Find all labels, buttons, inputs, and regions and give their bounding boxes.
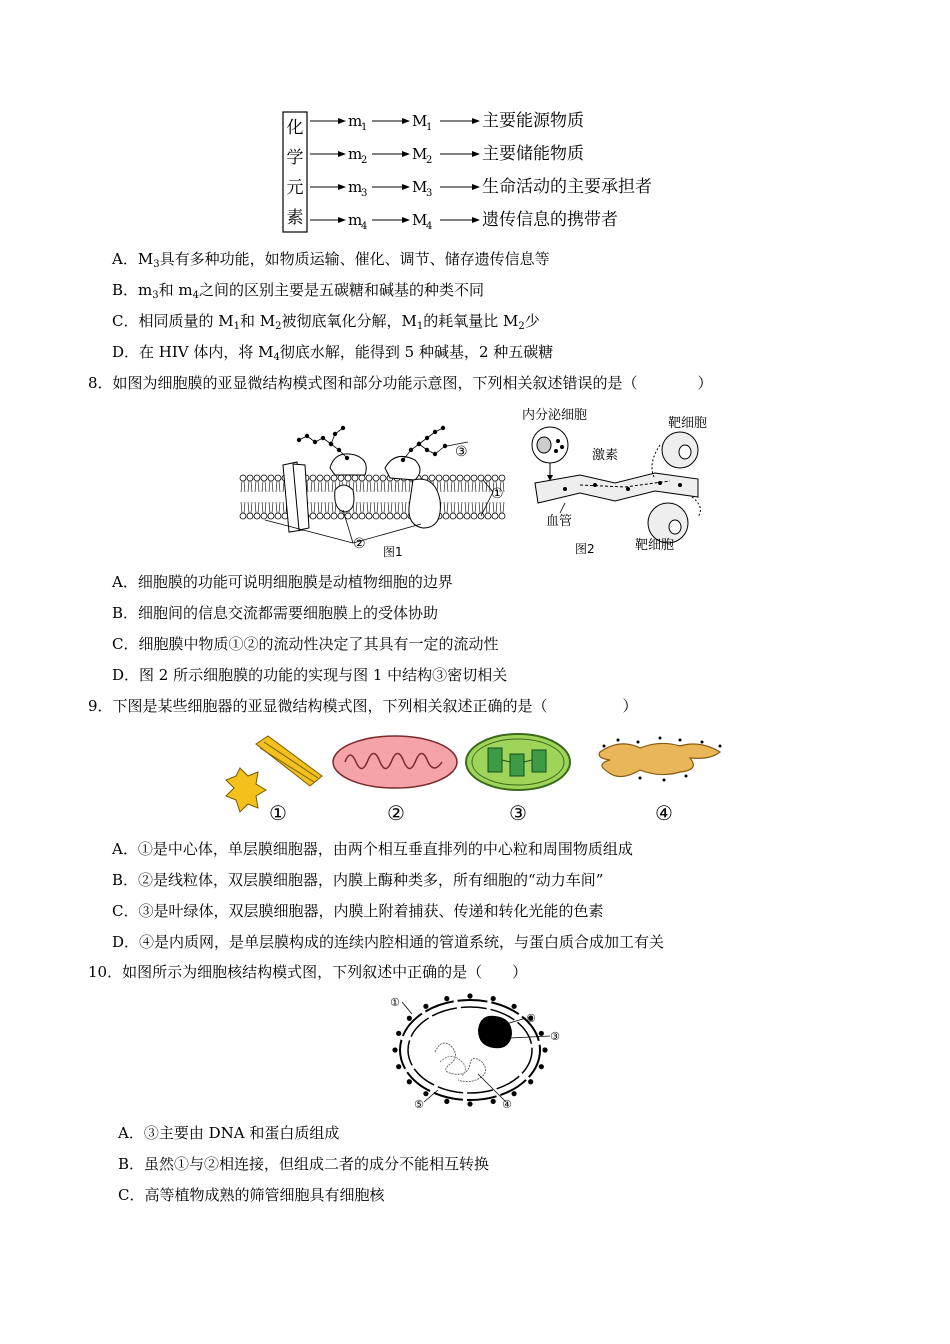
endoplasmic-reticulum-drawing <box>599 737 721 782</box>
blood-vessel <box>535 473 698 503</box>
endocrine-cell-label: 内分泌细胞 <box>522 408 588 423</box>
q9-option-c: C．③是叶绿体，双层膜细胞器，内膜上附着捕获、传递和转化光能的色素 <box>112 902 604 920</box>
target-cell-bottom-label: 靶细胞 <box>635 538 675 553</box>
q7-option-c: C．相同质量的 $M_1$和 $M_2$被彻底氧化分解，$M_1$的耗氧量比 $M_2$少 <box>112 312 540 332</box>
q10-stem: 10．如图所示为细胞核结构模式图，下列叙述中正确的是（ ） <box>88 963 528 981</box>
q10-option-c: C．高等植物成熟的筛管细胞具有细胞核 <box>118 1186 385 1204</box>
label-1: ① <box>491 486 504 502</box>
flow-label-char: 元 <box>286 178 304 198</box>
flow-monomer-sub: 4 <box>361 221 368 232</box>
flow-monomer-sub: 1 <box>361 122 368 133</box>
flow-polymer-sub: 3 <box>426 188 433 199</box>
vessel-label: 血管 <box>546 514 573 529</box>
flow-diagram <box>270 108 690 238</box>
q10-option-b: B．虽然①与②相连接，但组成二者的成分不能相互转换 <box>118 1155 490 1173</box>
label-3: ③ <box>455 444 468 460</box>
q9-option-a: A．①是中心体，单层膜细胞器，由两个相互垂直排列的中心粒和周围物质组成 <box>112 840 633 858</box>
flow-monomer: m <box>348 178 363 196</box>
flow-result: 生命活动的主要承担者 <box>482 177 652 197</box>
fig1-caption: 图1 <box>383 545 403 559</box>
flow-polymer-sub: 4 <box>426 221 433 232</box>
nucleus-label-5: ⑤ <box>414 1098 424 1111</box>
fig2-caption: 图2 <box>575 542 595 556</box>
embedded-protein <box>409 479 440 528</box>
flow-polymer: M <box>412 112 428 130</box>
nucleus-figure <box>380 992 580 1112</box>
q8-stem: 8．如图为细胞膜的亚显微结构模式图和部分功能示意图，下列相关叙述错误的是（ ） <box>88 374 713 392</box>
embedded-protein <box>335 485 354 512</box>
organelle-label-4: ④ <box>655 801 673 825</box>
nucleus-label-2: ② <box>526 1012 536 1025</box>
q9-option-b: B．②是线粒体，双层膜细胞器，内膜上酶种类多，所有细胞的“动力车间” <box>112 871 604 889</box>
q8-option-a: A．细胞膜的功能可说明细胞膜是动植物细胞的边界 <box>112 573 453 591</box>
label-2: ② <box>353 536 366 552</box>
flow-result: 主要能源物质 <box>482 111 584 131</box>
organelles-figure <box>220 730 730 830</box>
flow-label-char: 化 <box>286 118 304 138</box>
flow-polymer: M <box>412 145 428 163</box>
target-cell-bottom <box>648 503 688 543</box>
q9-stem: 9．下图是某些细胞器的亚显微结构模式图，下列相关叙述正确的是（ ） <box>88 697 638 715</box>
nuclear-envelope-outer <box>400 1000 540 1100</box>
nucleolus <box>478 1016 512 1048</box>
flow-monomer: m <box>348 112 363 130</box>
q8-option-d: D．图 2 所示细胞膜的功能的实现与图 1 中结构③密切相关 <box>112 666 508 684</box>
q10-option-a: A．③主要由 DNA 和蛋白质组成 <box>118 1124 340 1142</box>
flow-monomer-sub: 2 <box>361 155 368 166</box>
organelle-label-2: ② <box>387 801 405 825</box>
chromatin <box>435 1043 486 1082</box>
q8-option-c: C．细胞膜中物质①②的流动性决定了其具有一定的流动性 <box>112 635 499 653</box>
membrane-figure-1 <box>235 420 525 565</box>
flow-polymer-sub: 2 <box>426 155 433 166</box>
chloroplast-drawing <box>466 734 570 790</box>
nucleus-label-1: ① <box>390 996 400 1009</box>
q7-option-b: B．$m_3$和 $m_4$之间的区别主要是五碳糖和碱基的种类不同 <box>112 281 485 301</box>
flow-polymer-sub: 1 <box>426 122 433 133</box>
q7-option-d: D．在 HIV 体内，将 $M_4$彻底水解，能得到 5 种碱基，2 种五碳糖 <box>112 343 554 363</box>
organelle-label-1: ① <box>269 801 287 825</box>
flow-polymer: M <box>412 211 428 229</box>
flow-monomer-sub: 3 <box>361 188 368 199</box>
flow-monomer: m <box>348 211 363 229</box>
flow-monomer: m <box>348 145 363 163</box>
signaling-figure-2 <box>520 405 730 555</box>
flow-result: 主要储能物质 <box>482 144 584 164</box>
nuclear-envelope-inner <box>408 1007 532 1093</box>
q9-option-d: D．④是内质网，是单层膜构成的连续内腔相通的管道系统，与蛋白质合成加工有关 <box>112 933 665 951</box>
organelle-label-3: ③ <box>509 801 527 825</box>
nucleus-label-3: ③ <box>550 1030 560 1043</box>
q7-option-a: A．$M_3$具有多种功能，如物质运输、催化、调节、储存遗传信息等 <box>112 250 550 270</box>
flow-result: 遗传信息的携带者 <box>482 210 618 230</box>
nucleus-label-4: ④ <box>502 1098 512 1111</box>
q8-option-b: B．细胞间的信息交流都需要细胞膜上的受体协助 <box>112 604 439 622</box>
mitochondrion-drawing <box>333 736 457 788</box>
target-cell-top-label: 靶细胞 <box>668 416 708 431</box>
flow-label-char: 学 <box>286 148 304 168</box>
hormone-label: 激素 <box>592 448 619 463</box>
flow-label-char: 素 <box>286 208 304 228</box>
flow-polymer: M <box>412 178 428 196</box>
